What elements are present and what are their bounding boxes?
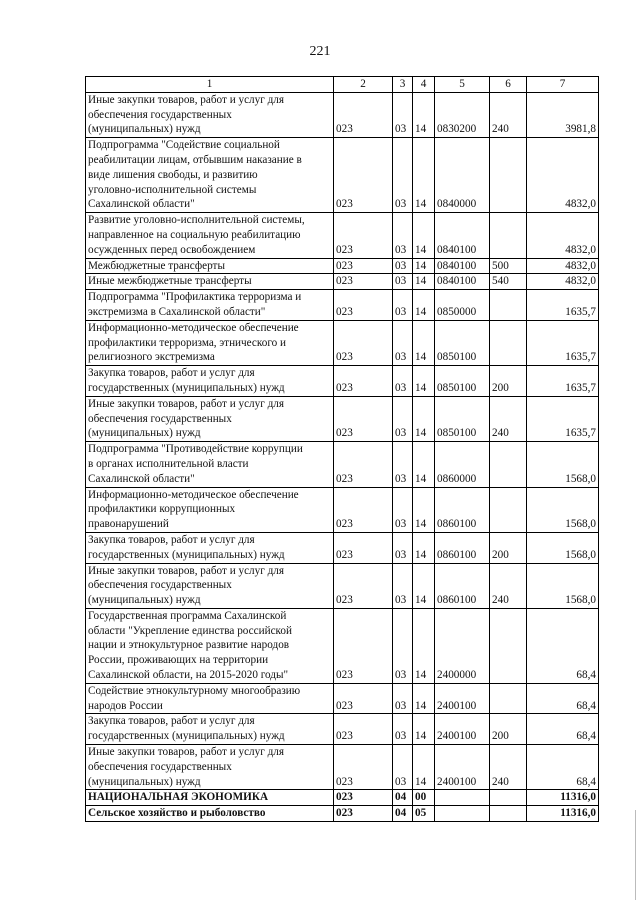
code-cell: 04 <box>393 790 413 806</box>
code-cell: 0840100 <box>435 258 490 274</box>
amount-cell: 11316,0 <box>527 806 599 822</box>
row-name-cell: Иные закупки товаров, работ и услуг для обеспечения государственных (муниципальных) нужд <box>86 396 334 441</box>
table-row <box>86 366 599 397</box>
table-row <box>86 790 599 806</box>
code-cell <box>490 138 527 213</box>
code-cell: 023 <box>334 442 393 487</box>
row-name-cell: Иные закупки товаров, работ и услуг для обеспечения государственных (муниципальных) нужд <box>86 563 334 608</box>
code-cell: 14 <box>413 683 435 714</box>
code-cell: 03 <box>393 92 413 137</box>
table-row <box>86 442 599 487</box>
code-cell: 023 <box>334 487 393 532</box>
amount-cell: 68,4 <box>527 745 599 790</box>
table-row <box>86 563 599 608</box>
code-cell: 03 <box>393 487 413 532</box>
code-cell <box>490 213 527 258</box>
code-cell: 023 <box>334 714 393 745</box>
amount-cell: 68,4 <box>527 608 599 683</box>
code-cell: 023 <box>334 213 393 258</box>
amount-cell: 1635,7 <box>527 366 599 397</box>
code-cell: 023 <box>334 745 393 790</box>
code-cell: 023 <box>334 806 393 822</box>
code-cell: 03 <box>393 258 413 274</box>
code-cell <box>490 487 527 532</box>
code-cell: 023 <box>334 532 393 563</box>
row-name-cell: Закупка товаров, работ и услуг для государственных (муниципальных) нужд <box>86 366 334 397</box>
table-row <box>86 290 599 321</box>
row-name-cell: Иные закупки товаров, работ и услуг для обеспечения государственных (муниципальных) нужд <box>86 745 334 790</box>
code-cell <box>490 442 527 487</box>
code-cell: 500 <box>490 258 527 274</box>
code-cell: 2400100 <box>435 683 490 714</box>
amount-cell: 1635,7 <box>527 320 599 365</box>
code-cell: 14 <box>413 487 435 532</box>
amount-cell: 1635,7 <box>527 396 599 441</box>
row-name-cell: Информационно-методическое обеспечение профилактики коррупционных правонарушений <box>86 487 334 532</box>
amount-cell: 68,4 <box>527 683 599 714</box>
code-cell: 0860000 <box>435 442 490 487</box>
code-cell: 14 <box>413 213 435 258</box>
table-row <box>86 213 599 258</box>
table-row <box>86 396 599 441</box>
code-cell <box>490 806 527 822</box>
budget-table <box>85 76 599 822</box>
code-cell: 03 <box>393 442 413 487</box>
code-cell: 0860100 <box>435 563 490 608</box>
code-cell: 0840100 <box>435 274 490 290</box>
row-name-cell: Развитие уголовно-исполнительной системы, направленное на социальную реабилитацию осужденных перед освобождением <box>86 213 334 258</box>
code-cell: 0840000 <box>435 138 490 213</box>
code-cell: 03 <box>393 532 413 563</box>
code-cell: 240 <box>490 396 527 441</box>
code-cell: 14 <box>413 396 435 441</box>
code-cell <box>490 683 527 714</box>
code-cell: 03 <box>393 320 413 365</box>
code-cell: 03 <box>393 138 413 213</box>
row-name-cell: Закупка товаров, работ и услуг для государственных (муниципальных) нужд <box>86 532 334 563</box>
code-cell: 03 <box>393 366 413 397</box>
code-cell: 240 <box>490 92 527 137</box>
table-row <box>86 714 599 745</box>
amount-cell: 4832,0 <box>527 274 599 290</box>
code-cell: 04 <box>393 806 413 822</box>
table-row <box>86 487 599 532</box>
header-row <box>86 77 599 93</box>
code-cell: 03 <box>393 563 413 608</box>
code-cell: 03 <box>393 213 413 258</box>
row-name-cell: Межбюджетные трансферты <box>86 258 334 274</box>
code-cell: 14 <box>413 366 435 397</box>
code-cell: 05 <box>413 806 435 822</box>
row-name-cell: НАЦИОНАЛЬНАЯ ЭКОНОМИКА <box>86 790 334 806</box>
row-name-cell: Подпрограмма "Противодействие коррупции в органах исполнительной власти Сахалинской области" <box>86 442 334 487</box>
code-cell: 14 <box>413 563 435 608</box>
code-cell: 240 <box>490 563 527 608</box>
amount-cell: 3981,8 <box>527 92 599 137</box>
amount-cell: 4832,0 <box>527 138 599 213</box>
code-cell: 0850100 <box>435 366 490 397</box>
amount-cell: 11316,0 <box>527 790 599 806</box>
table-row <box>86 608 599 683</box>
code-cell: 03 <box>393 683 413 714</box>
code-cell: 14 <box>413 745 435 790</box>
page-number: 221 <box>309 44 331 59</box>
amount-cell: 4832,0 <box>527 258 599 274</box>
amount-cell: 1635,7 <box>527 290 599 321</box>
header-cell: 4 <box>413 77 435 93</box>
code-cell <box>490 608 527 683</box>
code-cell: 03 <box>393 608 413 683</box>
code-cell: 03 <box>393 745 413 790</box>
code-cell: 023 <box>334 320 393 365</box>
code-cell: 00 <box>413 790 435 806</box>
code-cell: 023 <box>334 563 393 608</box>
code-cell: 14 <box>413 258 435 274</box>
code-cell: 0860100 <box>435 532 490 563</box>
code-cell: 2400100 <box>435 745 490 790</box>
row-name-cell: Закупка товаров, работ и услуг для государственных (муниципальных) нужд <box>86 714 334 745</box>
amount-cell: 4832,0 <box>527 213 599 258</box>
row-name-cell: Содействие этнокультурному многообразию народов России <box>86 683 334 714</box>
code-cell: 0830200 <box>435 92 490 137</box>
code-cell <box>435 790 490 806</box>
code-cell <box>490 320 527 365</box>
code-cell: 2400100 <box>435 714 490 745</box>
code-cell: 03 <box>393 274 413 290</box>
code-cell: 200 <box>490 366 527 397</box>
header-cell: 2 <box>334 77 393 93</box>
code-cell: 200 <box>490 714 527 745</box>
row-name-cell: Подпрограмма "Профилактика терроризма и экстремизма в Сахалинской области" <box>86 290 334 321</box>
code-cell: 14 <box>413 320 435 365</box>
code-cell: 03 <box>393 714 413 745</box>
code-cell: 14 <box>413 138 435 213</box>
code-cell <box>490 290 527 321</box>
code-cell: 0850100 <box>435 320 490 365</box>
code-cell: 14 <box>413 290 435 321</box>
code-cell <box>490 790 527 806</box>
code-cell: 023 <box>334 138 393 213</box>
amount-cell: 1568,0 <box>527 487 599 532</box>
code-cell: 14 <box>413 442 435 487</box>
table-row <box>86 92 599 137</box>
scan-edge-line <box>635 810 636 900</box>
header-cell: 6 <box>490 77 527 93</box>
row-name-cell: Сельское хозяйство и рыболовство <box>86 806 334 822</box>
code-cell: 023 <box>334 790 393 806</box>
table-row <box>86 745 599 790</box>
table-row <box>86 806 599 822</box>
table-row <box>86 532 599 563</box>
code-cell: 023 <box>334 274 393 290</box>
row-name-cell: Государственная программа Сахалинской области "Укрепление единства российской нации и этнокультурное развитие народов России, проживающих на территории Сахалинской области, на 2015-2020 годы" <box>86 608 334 683</box>
amount-cell: 1568,0 <box>527 442 599 487</box>
table-row <box>86 320 599 365</box>
code-cell: 023 <box>334 396 393 441</box>
header-cell: 3 <box>393 77 413 93</box>
row-name-cell: Иные закупки товаров, работ и услуг для обеспечения государственных (муниципальных) нужд <box>86 92 334 137</box>
row-name-cell: Информационно-методическое обеспечение профилактики терроризма, этнического и религиозного экстремизма <box>86 320 334 365</box>
amount-cell: 1568,0 <box>527 563 599 608</box>
code-cell: 14 <box>413 92 435 137</box>
header-cell: 5 <box>435 77 490 93</box>
code-cell: 0860100 <box>435 487 490 532</box>
code-cell: 14 <box>413 532 435 563</box>
amount-cell: 1568,0 <box>527 532 599 563</box>
code-cell: 03 <box>393 290 413 321</box>
row-name-cell: Иные межбюджетные трансферты <box>86 274 334 290</box>
code-cell: 03 <box>393 396 413 441</box>
code-cell: 0850000 <box>435 290 490 321</box>
table-row <box>86 258 599 274</box>
table-row <box>86 683 599 714</box>
header-cell: 1 <box>86 77 334 93</box>
code-cell: 023 <box>334 366 393 397</box>
code-cell: 540 <box>490 274 527 290</box>
row-name-cell: Подпрограмма "Содействие социальной реабилитации лицам, отбывшим наказание в виде лишения свободы, и развитию уголовно-исполнительной системы Сахалинской области" <box>86 138 334 213</box>
code-cell: 14 <box>413 608 435 683</box>
header-cell: 7 <box>527 77 599 93</box>
code-cell <box>435 806 490 822</box>
code-cell: 200 <box>490 532 527 563</box>
table-row <box>86 138 599 213</box>
code-cell: 023 <box>334 258 393 274</box>
code-cell: 240 <box>490 745 527 790</box>
code-cell: 023 <box>334 290 393 321</box>
code-cell: 14 <box>413 714 435 745</box>
code-cell: 14 <box>413 274 435 290</box>
code-cell: 2400000 <box>435 608 490 683</box>
code-cell: 0840100 <box>435 213 490 258</box>
amount-cell: 68,4 <box>527 714 599 745</box>
code-cell: 023 <box>334 608 393 683</box>
table-row <box>86 274 599 290</box>
code-cell: 023 <box>334 683 393 714</box>
code-cell: 023 <box>334 92 393 137</box>
code-cell: 0850100 <box>435 396 490 441</box>
